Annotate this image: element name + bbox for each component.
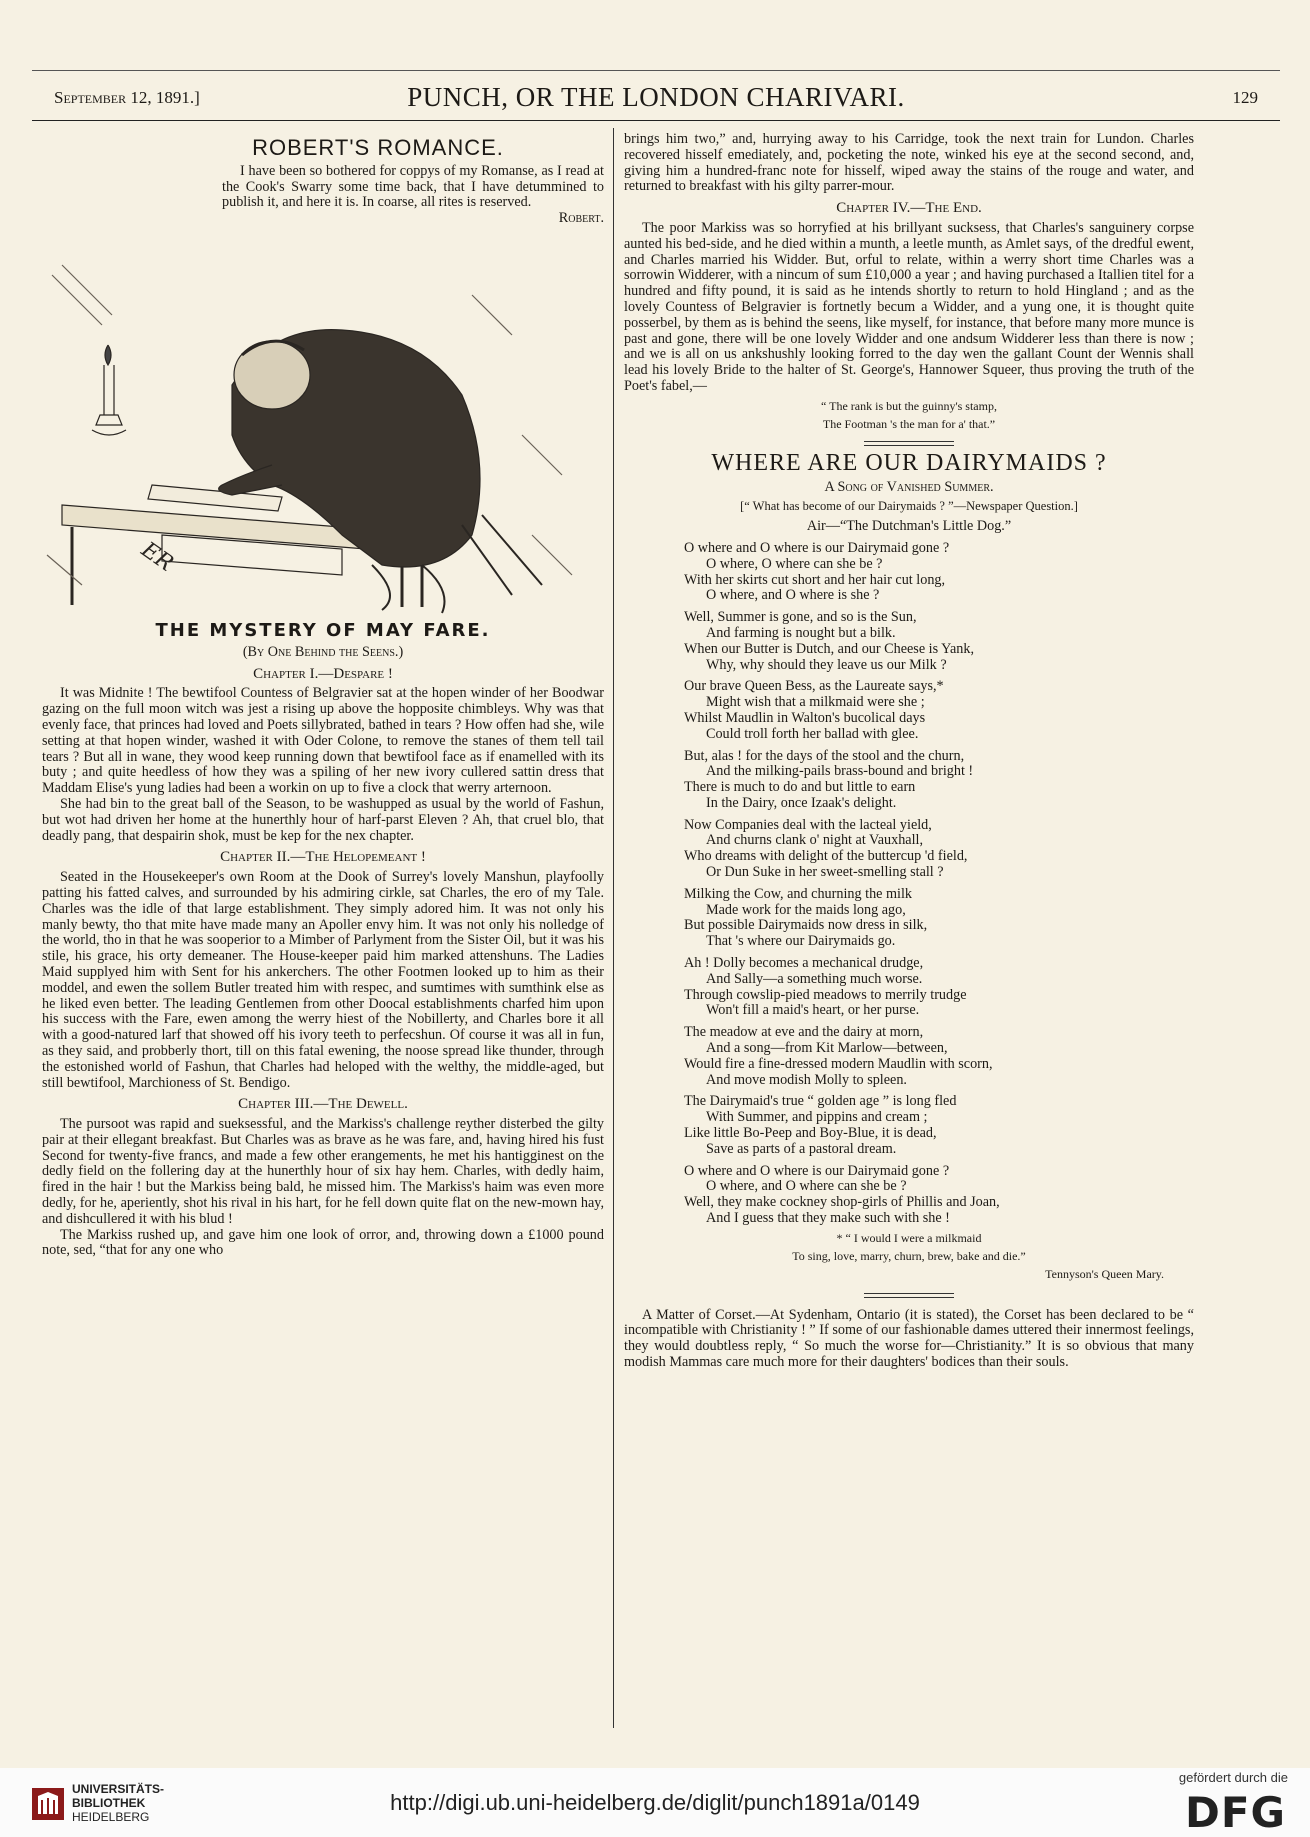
source-url-link[interactable]: http://digi.ub.uni-heidelberg.de/diglit/punch1891a/0149	[390, 1790, 920, 1815]
poem-line: Well, they make cockney shop-girls of Phillis and Joan,	[684, 1194, 1000, 1211]
poem-line: When our Butter is Dutch, and our Cheese is Yank,	[684, 640, 975, 657]
right-column	[624, 132, 1194, 1371]
header-title: PUNCH, OR THE LONDON CHARIVARI.	[407, 82, 905, 112]
poem-stanza	[684, 749, 1194, 812]
funded-by-label: gefördert durch die	[1178, 1770, 1288, 1785]
closing-quote-line-2: The Footman 's the man for a' that.”	[822, 416, 996, 431]
poem-line: Milking the Cow, and churning the milk	[684, 885, 913, 902]
story-byline: (By One Behind the Seens.)	[242, 643, 404, 660]
poem-line: O where, and O where is she ?	[706, 587, 880, 604]
illustrator-initials: ER	[136, 537, 178, 577]
poem-line: O where and O where is our Dairymaid gone ?	[684, 1162, 950, 1179]
poem-line: Save as parts of a pastoral dream.	[706, 1140, 897, 1157]
poem-line: The meadow at eve and the dairy at morn,	[684, 1024, 924, 1041]
poem-line: With Summer, and pippins and cream ;	[706, 1109, 928, 1126]
poem-title: WHERE ARE OUR DAIRYMAIDS ?	[711, 449, 1107, 476]
story-title: THE MYSTERY OF MAY FARE.	[155, 619, 491, 641]
poem-line: O where, O where can she be ?	[706, 555, 883, 572]
poem-line: Who dreams with delight of the buttercup 'd field,	[684, 848, 968, 865]
newspaper-page	[16, 70, 1296, 1730]
poem-subtitle: A Song of Vanished Summer.	[824, 478, 994, 495]
poem-stanza	[684, 887, 1194, 950]
footnote-line-1: * “ I would I were a milkmaid	[836, 1230, 982, 1245]
poem-line: Why, why should they leave us our Milk ?	[706, 656, 947, 673]
poem-line: And churns clank o' night at Vauxhall,	[706, 832, 924, 849]
poem-line: Our brave Queen Bess, as the Laureate says,*	[684, 678, 944, 695]
poem-line: Through cowslip-pied meadows to merrily trudge	[684, 986, 967, 1003]
poem-line: And move modish Molly to spleen.	[706, 1071, 907, 1088]
poem-line: Or Dun Suke in her sweet-smelling stall ?	[706, 864, 944, 881]
poem-line: Well, Summer is gone, and so is the Sun,	[684, 609, 917, 626]
story-paragraph-3: Seated in the Housekeeper's own Room at the Dook of Surrey's lovely Manshun, playfoolly patting his fatted calves, and surrounded by his admiring cirkle, sat Charles, the ero of my Tale. Charles was the idle of that large establishment. They simply adored him. It was not only his manly bewty, tho that mite have made many an Apoller envy him. It was not only his nolledge of the world, tho in that he was sooperior to a Mimber of Parlyment from the Sister Oil, but it was his stile, his grace, his orty demeaner. The House-keeper paid him marked attenshuns. The Ladies Maid supplyed him with Sent for his ankerchers. The other Footmen looked up to him as their moddel, and ewen the sollem Butler treated him with respec, and sumtimes with sumthink else as he liked even better. The leading Gentlemen from other Doocal establishments charfed him upon his success with the Fare, ewen among the werry hiest of the Nobillerty, and Charles bore it all with a good-natured larf that showed off his ivory teeth to perfecshun. Of course it was all in fun, as they said, and probberly thort, till on this fatal ewening, the noose spread like thunder, through the estonished world of Fashun, that Charles had heloped with the welthy, the middle-aged, but still bewtifool, Marchioness of St. Bendigo.	[42, 869, 604, 1091]
poem-line: Like little Bo-Peep and Boy-Blue, it is dead,	[684, 1125, 937, 1142]
poem-line: But possible Dairymaids now dress in silk,	[684, 917, 928, 934]
story-paragraph-2: She had bin to the great ball of the Season, to be washupped as usual by the world of Fashun, but wot had driven her home at the hunerthly hour of harf-parst Eleven ? Ah, that cruel blo, that deadly pang, that despairin shok, must be kep for the nex chapter.	[42, 795, 604, 844]
poem-line: Could troll forth her ballad with glee.	[706, 725, 919, 742]
poem-air: Air—“The Dutchman's Little Dog.”	[806, 518, 1012, 535]
section-divider	[864, 441, 954, 446]
story-paragraph-6: brings him two,” and, hurrying away to his Carridge, took the next train for Lundon. Charles recovered hisself emediately, and, pocketing the note, winked his eye at the second second, and, giving him a hundred-franc note for hisself, wiped away the stains of the rouge and water, and returned to breakfast with his gilty parrer-mour.	[624, 131, 1194, 195]
poem-stanza	[684, 679, 1194, 742]
chapter-3-heading: Chapter III.—The Dewell.	[238, 1096, 408, 1113]
illustration-writer-at-desk	[42, 235, 602, 615]
poem-line: Whilst Maudlin in Walton's bucolical days	[684, 709, 926, 726]
poem-line: That 's where our Dairymaids go.	[706, 933, 896, 950]
poem-line: In the Dairy, once Izaak's delight.	[706, 794, 897, 811]
footnote-attribution: Tennyson's Queen Mary.	[1045, 1266, 1164, 1281]
poem-line: Now Companies deal with the lacteal yield,	[684, 816, 932, 833]
chapter-4-heading: Chapter IV.—The End.	[836, 200, 982, 217]
poem-line: O where, and O where can she be ?	[706, 1178, 907, 1195]
chapter-1-heading: Chapter I.—Despare !	[253, 665, 393, 682]
poem-stanza	[684, 956, 1194, 1019]
poem-stanza	[684, 1025, 1194, 1088]
poem-stanzas	[624, 541, 1194, 1227]
poem-stanza	[684, 610, 1194, 673]
digitization-footer	[0, 1768, 1310, 1837]
library-name-line-2: BIBLIOTHEK	[72, 1796, 146, 1810]
library-name-line-3: HEIDELBERG	[72, 1810, 150, 1824]
poem-line: Won't fill a maid's heart, or her purse.	[706, 1002, 920, 1019]
poem-line: O where and O where is our Dairymaid gone ?	[684, 539, 950, 556]
poem-stanza	[684, 541, 1194, 604]
poem-line: And Sally—a something much worse.	[706, 970, 923, 987]
story-paragraph-4: The pursoot was rapid and sueksessful, and the Markiss's challenge reyther disterbed the gilty pair at their ellegant breakfast. But Charles was as brave as he was fare, and, having hired his fust Second for twenty-five francs, and made a few other erangements, he met his hantigginest on the dedly field on the follering day at the hunerthly hour of six hay hem. Charles, with dedly haim, fired in the hair ! but the Markiss being bald, he missed him. The Markiss's haim was even more dedly, for he, aperiently, shot his rival in his hart, for he fell down quite flat on the new-mown hay, and dishcullered it with his blud !	[42, 1116, 604, 1227]
dfg-logo: DFG	[1184, 1788, 1286, 1837]
writer-sketch-svg	[42, 235, 602, 615]
story-paragraph-7: The poor Markiss was so horryfied at his brillyant sucksess, that Charles's sanguinery corpse aunted his bed-side, and he died within a munth, a leetle munth, as Amlet says, of the dredful ewent, and Charles married his Widder. But, orful to relate, within a werry short time Charles was a sorrowin Widderer, with a nincum of sum £10,000 a year ; and having purchased a Itallien titel for a hundred and fifty pound, it is said as he intends shortly to return to hold Hingland ; and as the lovely Countess of Belgravier is fortnetly becum a Widder, and a yung one, it is thought quite posserbel, by them as is behind the seens, like myself, for instance, that before many more munce is past and gone, there will be one lovely Widder and one andsum Widderer less than there is now ; and we is all on us ankshushly looking forred to the day wen the gallant Count der Wennis shall lead his lovely Bride to the halter of St. George's, Hannower Squeer, thus proving the truth of the Poet's fabel,—	[624, 219, 1194, 394]
story-paragraph-1: It was Midnite ! The bewtifool Countess of Belgravier sat at the hopen winder of her Boodwar gazing on the full moon witch was jest a rising up above the hopposite chimbleys. Why was that evenly face, that princes had loved and Poets sillybrated, bathed in tears ? How offen had she, wile setting at that hopen winder, washed it with Oder Colone, to remove the stanes of them tell tail tears ? But all in wane, they wood keep running down that bewtifool face as if enamelled with its buty ; and quite heedless of how they was a spiling of her new ivory cullered sattin dress that Maddam Elise's yung ladies had been a workin on up to five a clock that werry arternoon.	[42, 685, 604, 797]
poem-line: There is much to do and but little to earn	[684, 779, 916, 796]
page-header	[32, 70, 1280, 121]
poem-line: Made work for the maids long ago,	[706, 901, 906, 918]
column-separator	[613, 128, 614, 1728]
corset-paragraph: A Matter of Corset.—At Sydenham, Ontario (it is stated), the Corset has been declared to be “ incompatible with Christianity ! ” If some of our fashionable dames uttered their innermost feelings, they would doubtless reply, “ So much the worse for—Christianity.” It is so obvious that many modish Mammas care much more for their daughters' bodices than their souls.	[624, 1306, 1194, 1370]
poem-line: The Dairymaid's true “ golden age ” is long fled	[684, 1093, 957, 1110]
header-date: September 12, 1891.]	[54, 88, 200, 107]
poem-line: But, alas ! for the days of the stool and the churn,	[684, 747, 965, 764]
poem-stanza	[684, 1094, 1194, 1157]
library-name-line-1: UNIVERSITÄTS-	[72, 1782, 165, 1796]
section-divider-2	[864, 1293, 954, 1298]
poem-line: Ah ! Dolly becomes a mechanical drudge,	[684, 955, 924, 972]
poem-line: Might wish that a milkmaid were she ;	[706, 694, 925, 711]
poem-line: With her skirts cut short and her hair cut long,	[684, 571, 946, 588]
poem-epigraph: [“ What has become of our Dairymaids ? ”—Newspaper Question.]	[740, 499, 1078, 514]
romance-title: ROBERT'S ROMANCE.	[252, 135, 504, 160]
left-column	[42, 132, 604, 1259]
romance-intro-block	[222, 164, 604, 227]
romance-signature: Robert.	[558, 210, 604, 227]
story-paragraph-5: The Markiss rushed up, and gave him one look of orror, and, throwing down a £1000 pound note, sed, “that for any one who	[42, 1226, 604, 1259]
footnote-line-2: To sing, love, marry, churn, brew, bake and die.”	[792, 1248, 1026, 1263]
page-number: 129	[1232, 88, 1258, 107]
poem-line: And the milking-pails brass-bound and bright !	[706, 763, 974, 780]
poem-stanza	[684, 818, 1194, 881]
romance-intro: I have been so bothered for coppys of my Romanse, as I read at the Cook's Swarry some time back, that I have detummined to publish it, and here it is. In coarse, all rites is reserved.	[222, 162, 604, 211]
poem-line: And I guess that they make such with she !	[706, 1210, 950, 1227]
poem-line: And a song—from Kit Marlow—between,	[706, 1040, 948, 1057]
chapter-2-heading: Chapter II.—The Helopemeant !	[220, 849, 426, 866]
poem-line: Would fire a fine-dressed modern Maudlin with scorn,	[684, 1055, 993, 1072]
poem-line: And farming is nought but a bilk.	[706, 624, 896, 641]
poem-stanza	[684, 1164, 1194, 1227]
closing-quote-line-1: “ The rank is but the guinny's stamp,	[821, 398, 997, 413]
